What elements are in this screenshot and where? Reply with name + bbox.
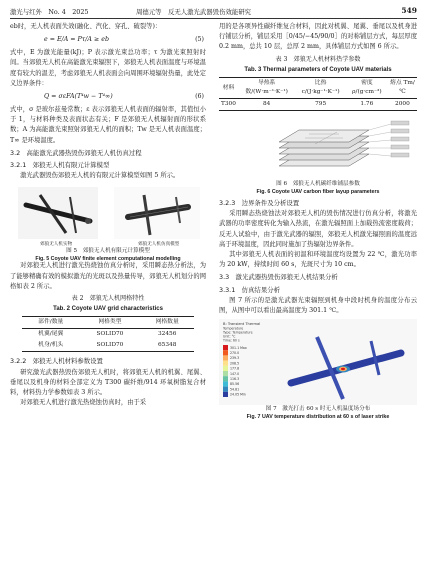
- running-title: 周德元等 反无人激光武器毁伤效能研究: [136, 8, 252, 16]
- paragraph: 激光武器毁伤郊狼无人机的有限元计算模型如图 5 所示。: [20, 172, 180, 180]
- legend-level: 54.81: [230, 387, 240, 392]
- table-header: 密度 ρ/(g·cm⁻³): [346, 78, 388, 99]
- paragraph: 研究激光武器热毁伤郊狼无人机时，将郊狼无人机的机翼、尾翼、垂尾以及机身的材料全部定义为 T300 碳纤维/914 环氧树脂复合材料，材料热力学参数如表 3 所示。: [10, 368, 206, 397]
- paragraph: 对郊狼无人机进行激光热烧蚀仿真时，由于采: [20, 399, 147, 407]
- figure-caption: 图 5 郊狼无人机有限元计算模型: [66, 248, 150, 255]
- figure-6: [219, 114, 417, 196]
- right-column: [219, 22, 417, 423]
- layup-labels: [369, 121, 409, 157]
- legend-level: 147.0: [230, 372, 240, 377]
- legend-level: 116.3: [230, 377, 240, 382]
- table-row: 机翼/尾翼 SOLID70 32456: [38, 331, 177, 338]
- uav-fe-model: [114, 187, 200, 239]
- legend-swatch: [223, 345, 228, 350]
- table-header: 比热 c/(J·kg⁻¹·K⁻¹): [295, 78, 346, 99]
- uav-photo: [18, 187, 98, 239]
- subcaption-a: 郊狼无人机实物: [40, 242, 73, 248]
- legend-swatch: [223, 392, 228, 397]
- table-header: 熔点 Tm/℃: [388, 78, 417, 99]
- journal-name: 激光与红外 No. 4 2025: [10, 8, 89, 16]
- table-row: 机身/机头 SOLID70 65348: [22, 340, 194, 352]
- paragraph: 对郊狼无人机进行激光热烧蚀仿真分析时，采用瞬态热分析法，为了能够精确有效的模拟激光的光斑以及热量传导，郊狼无人机划分的网格如表 2 所示。: [10, 262, 206, 290]
- subsection-heading: 3.3.1 仿真结果分析: [219, 285, 280, 294]
- equation-5: [10, 33, 206, 47]
- paragraph: eb时，无人机表面失效(融化、汽化、穿孔、破裂等)：: [10, 23, 162, 30]
- table-header: 导热系数/(W·m⁻¹·K⁻¹): [238, 78, 295, 99]
- running-header: [10, 6, 417, 19]
- legend-level: 208.5: [230, 361, 240, 366]
- paragraph: 采用瞬态热烧蚀法对郊狼无人机的毁伤情况进行仿真分析，将激光武器的功率密度转化为输入热流，在激光辐照面上加载热流密度载荷；反无人试验中，由于激光武器的辐照，郊狼无人机激光辐照面的温度远高于环境温度，因此同时施加了热辐射边界条件。: [219, 210, 417, 248]
- paragraph: 用的是各项异性碳纤维复合材料，因此对机翼、尾翼、垂尾以及机身进行铺层分析，铺层采用［0/45/−45/90/0］的对称铺层方式，每层厚度 0.2 mm，总共 10 层，总厚 2 mm，具体铺层方式如图 6 所示。: [219, 23, 417, 51]
- table-row: T300 84 795 1.76 2000: [219, 99, 417, 111]
- left-column: [10, 22, 206, 408]
- table-caption-en: Tab. 3 Thermal parameters of Coyote UAV materials: [244, 66, 392, 73]
- subsection-heading: 3.2.3 边界条件及分析设置: [219, 199, 300, 208]
- legend-line: Temperature: [223, 326, 244, 331]
- legend-level: 24.05 Min: [230, 392, 246, 397]
- legend-swatch: [223, 361, 228, 366]
- table-header: 网格类型: [79, 317, 140, 329]
- legend-swatch: [223, 366, 228, 371]
- equation-body: e = E/A = Pτ/A ≥ eb: [44, 36, 109, 44]
- subcaption-b: 郊狼无人机仿真模型: [138, 242, 180, 248]
- figure-7: [219, 319, 417, 423]
- legend-level: 301.1 Max: [230, 346, 247, 351]
- paragraph: 图 7 所示的是激光武器光束辐照到机身中段时机身的温度分布云图，从图中可以看出最高温度为 301.1 ℃。: [219, 296, 417, 315]
- page-number: 549: [401, 6, 417, 15]
- figure-5-image: [10, 183, 206, 247]
- legend-swatch: [223, 387, 228, 392]
- paragraph: 式中，σ 是玻尔兹曼常数；ε 表示郊狼无人机表面的辐射率，其值恒小于 1，与材料种类及表面状态有关；F 是郊狼无人机辐射面的形状系数；A 为高能激光束照射郊狼无人机的面积；Tw 是无人机表面温度；T∞ 是环境温度。: [10, 106, 206, 144]
- legend-line: Type: Temperature: [223, 330, 253, 335]
- subsection-heading: 3.2.1 郊狼无人机有限元计算模型: [10, 161, 110, 170]
- figure-caption: 图 6 郊狼无人机碳纤维铺层参数: [276, 181, 360, 188]
- section-heading: 3.3 激光武器热毁伤郊狼无人机结果分析: [219, 273, 338, 282]
- legend-swatch: [223, 356, 228, 361]
- legend-line: Time: 60 s: [223, 338, 240, 343]
- table-header: 网格数量: [140, 317, 194, 329]
- equation-6: [10, 90, 206, 104]
- table-header: 部件/数量: [22, 317, 79, 329]
- table-3: [219, 77, 417, 111]
- equation-number: (6): [195, 93, 204, 101]
- figure-5: [10, 183, 206, 261]
- table-caption: 表 3 郊狼无人机材料热学参数: [275, 55, 361, 63]
- figure-caption: 图 7 激光打击 60 s 时无人机温度场分布: [265, 406, 371, 413]
- figure-caption-en: Fig. 6 Coyote UAV carbon fiber layup parameters: [256, 189, 380, 196]
- legend-level: 177.8: [230, 366, 240, 371]
- table-header: 材料: [219, 78, 238, 99]
- legend-level: 270.0: [230, 351, 240, 356]
- temperature-contour: [219, 319, 417, 405]
- legend-level: 239.3: [230, 356, 240, 361]
- subsection-heading: 3.2.2 郊狼无人机材料参数设置: [10, 357, 103, 366]
- legend-title: B: Transient Thermal: [223, 322, 261, 327]
- section-heading: 3.2 高能激光武器热毁伤郊狼无人机仿真过程: [10, 148, 142, 157]
- legend-swatch: [223, 350, 228, 355]
- paragraph: 其中郊狼无人机表面的初温和环境温度均设置为 22 ℃，激光功率为 20 kW，持续时间 60 s，光斑尺寸为 10 cm。: [219, 251, 417, 269]
- equation-number: (5): [195, 36, 204, 44]
- table-2: [22, 316, 194, 352]
- figure-caption-en: Fig. 7 UAV temperature distribution at 60 s of laser strike: [246, 414, 390, 421]
- legend-swatch: [223, 371, 228, 376]
- legend-swatch: [223, 376, 228, 381]
- table-caption: 表 2 郊狼无人机网格特性: [71, 295, 145, 303]
- table-caption-en: Tab. 2 Coyote UAV grid characteristics: [53, 306, 163, 313]
- legend-level: 85.56: [230, 382, 240, 387]
- paragraph: 式中，E 为激光能量(kJ)；P 表示激光束总功率；τ 为激光束照射时间。当郊狼无人机在高能激光束辐照下，郊狼无人机表面温度与环境温度有较大的温差，考虑郊狼无人机表面会向周围环境辐射热量，此处定义边界条件：: [10, 49, 206, 87]
- figure-caption-en: Fig. 5 Coyote UAV finite element computational modelling: [35, 256, 181, 263]
- layup-stack: [279, 130, 369, 166]
- legend-line: Unit: °C: [223, 334, 236, 339]
- layup-diagram: [219, 114, 417, 180]
- equation-body: Q = σεFA(T⁴w − T⁴∞): [44, 93, 113, 101]
- legend-swatch: [223, 382, 228, 387]
